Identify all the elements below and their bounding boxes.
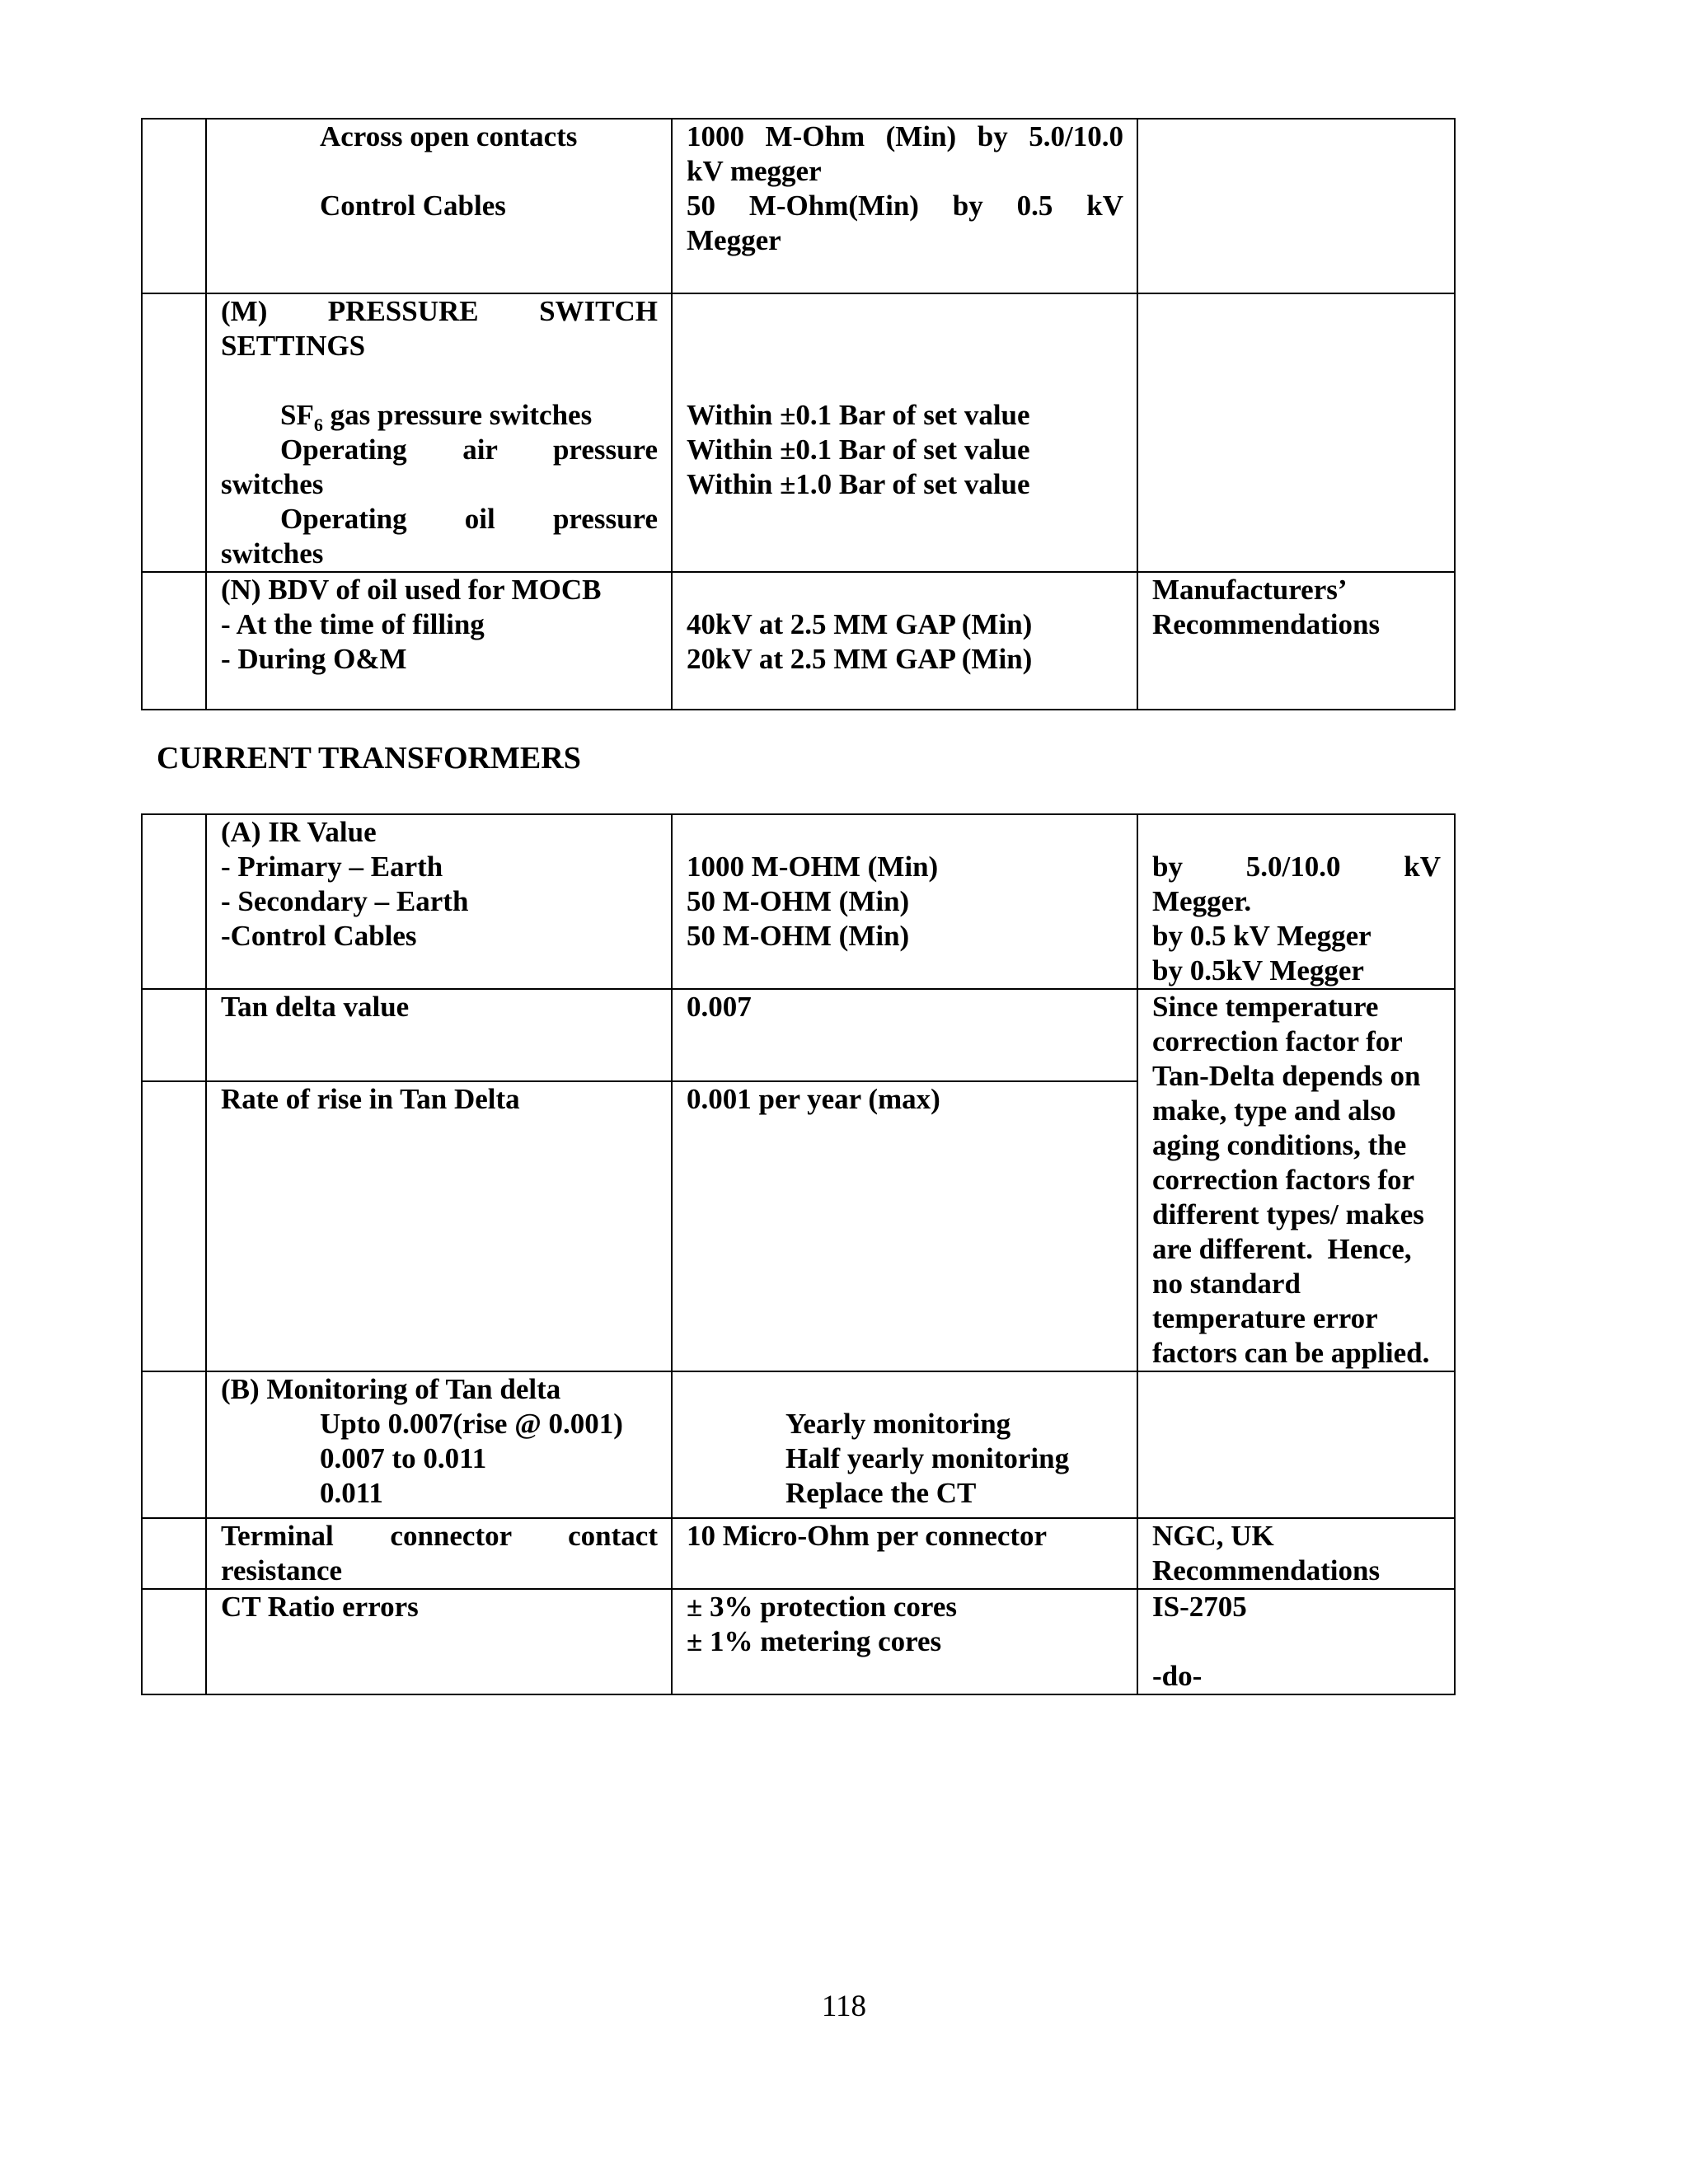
remark-line: Tan-Delta depends on — [1152, 1060, 1421, 1092]
value-line: Half yearly monitoring — [785, 1442, 1070, 1474]
remark-line: by 0.5kV Megger — [1152, 954, 1364, 987]
value-cell — [672, 814, 1137, 989]
serial-cell — [142, 293, 206, 572]
remark-line: no standard — [1152, 1268, 1301, 1300]
param-line: resistance — [221, 1554, 343, 1586]
value-cell — [672, 1589, 1137, 1694]
value-cell — [672, 1081, 1137, 1371]
value-line: Within ±0.1 Bar of set value — [687, 399, 1030, 431]
value-line: 0.001 per year (max) — [687, 1083, 940, 1116]
value-line: kV megger — [687, 155, 822, 187]
param-line: $SF_6$ gas pressure switches — [280, 399, 593, 435]
remark-cell-tan-delta — [1137, 989, 1455, 1371]
serial-cell — [142, 119, 206, 293]
table-row — [142, 572, 1455, 710]
serial-cell — [142, 1518, 206, 1589]
param-line: Operating oil pressure — [280, 503, 658, 535]
remark-line: NGC, UK — [1152, 1520, 1274, 1552]
serial-cell — [142, 814, 206, 989]
value-cell — [672, 119, 1137, 293]
parameter-cell — [206, 989, 672, 1081]
value-cell — [672, 1518, 1137, 1589]
param-line: 0.007 to 0.011 — [320, 1442, 487, 1474]
spec-table-current-transformers — [141, 813, 1456, 1695]
param-line: - Primary – Earth — [221, 851, 443, 883]
table-row — [142, 1371, 1455, 1518]
param-line: - At the time of filling — [221, 608, 485, 640]
value-line: ± 3% protection cores — [687, 1591, 957, 1623]
param-line: (B) Monitoring of Tan delta — [221, 1373, 561, 1405]
remark-line: are different. Hence, — [1152, 1233, 1412, 1265]
serial-cell — [142, 572, 206, 710]
value-line: 0.007 — [687, 991, 752, 1023]
remark-line: correction factor for — [1152, 1025, 1403, 1057]
serial-cell — [142, 1589, 206, 1694]
param-line: Operating air pressure — [280, 434, 658, 466]
remark-cell — [1137, 1371, 1455, 1518]
value-cell — [672, 1371, 1137, 1518]
remark-line: by 0.5 kV Megger — [1152, 920, 1372, 952]
value-line: Within ±1.0 Bar of set value — [687, 468, 1030, 500]
parameter-cell — [206, 1081, 672, 1371]
param-line: Across open contacts — [320, 120, 578, 152]
param-line: 0.011 — [320, 1477, 383, 1509]
remark-line: IS-2705 — [1152, 1591, 1247, 1623]
param-line: Control Cables — [320, 190, 506, 222]
remark-line: factors can be applied. — [1152, 1337, 1430, 1369]
parameter-cell — [206, 814, 672, 989]
remark-line: Megger. — [1152, 885, 1252, 917]
table-row — [142, 989, 1455, 1081]
value-cell — [672, 989, 1137, 1081]
remark-line: different types/ makes — [1152, 1198, 1424, 1230]
param-line: (N) BDV of oil used for MOCB — [221, 574, 602, 606]
value-line: 40kV at 2.5 MM GAP (Min) — [687, 608, 1033, 640]
table-row — [142, 119, 1455, 293]
parameter-cell — [206, 1371, 672, 1518]
param-line: switches — [221, 537, 324, 569]
param-line: Upto 0.007(rise @ 0.001) — [320, 1408, 623, 1440]
param-line: - During O&M — [221, 643, 407, 675]
value-line: Within ±0.1 Bar of set value — [687, 434, 1030, 466]
remark-cell — [1137, 814, 1455, 989]
table-row — [142, 814, 1455, 989]
parameter-cell — [206, 1518, 672, 1589]
value-line: 20kV at 2.5 MM GAP (Min) — [687, 643, 1033, 675]
remark-line: Recommendations — [1152, 1554, 1381, 1586]
param-line: - Secondary – Earth — [221, 885, 469, 917]
parameter-cell — [206, 119, 672, 293]
page-number: 118 — [821, 1990, 867, 2023]
section-m-heading: (M) PRESSURE SWITCH — [221, 295, 658, 327]
value-cell — [672, 572, 1137, 710]
param-line: Terminal connector contact — [221, 1520, 658, 1552]
value-line: 50 M-OHM (Min) — [687, 920, 910, 952]
param-line: Tan delta value — [221, 991, 410, 1023]
parameter-cell — [206, 293, 672, 572]
remark-cell — [1137, 572, 1455, 710]
value-line: 10 Micro-Ohm per connector — [687, 1520, 1048, 1552]
param-line: CT Ratio errors — [221, 1591, 419, 1623]
remark-line: temperature error — [1152, 1302, 1378, 1334]
section-heading: CURRENT TRANSFORMERS — [157, 741, 581, 776]
table-row — [142, 1518, 1455, 1589]
remark-line: correction factors for — [1152, 1164, 1415, 1196]
remark-line: Recommendations — [1152, 608, 1381, 640]
remark-cell — [1137, 1518, 1455, 1589]
parameter-cell — [206, 572, 672, 710]
serial-cell — [142, 1371, 206, 1518]
parameter-cell — [206, 1589, 672, 1694]
value-line: 50 M-OHM (Min) — [687, 885, 910, 917]
value-line: ± 1% metering cores — [687, 1625, 942, 1657]
remark-cell — [1137, 119, 1455, 293]
value-line: 50 M-Ohm(Min) by 0.5 kV — [687, 190, 1123, 222]
remark-line: make, type and also — [1152, 1094, 1396, 1127]
value-line: Replace the CT — [785, 1477, 977, 1509]
param-line: (A) IR Value — [221, 816, 377, 848]
table-row — [142, 1589, 1455, 1694]
remark-line: Manufacturers’ — [1152, 574, 1348, 606]
param-line: switches — [221, 468, 324, 500]
section-m-heading: SETTINGS — [221, 330, 366, 362]
remark-line: aging conditions, the — [1152, 1129, 1407, 1161]
value-line: Megger — [687, 224, 781, 256]
remark-line: -do- — [1152, 1660, 1203, 1692]
value-cell — [672, 293, 1137, 572]
remark-cell — [1137, 293, 1455, 572]
serial-cell — [142, 1081, 206, 1371]
remark-line: Since temperature — [1152, 991, 1379, 1023]
value-line: 1000 M-Ohm (Min) by 5.0/10.0 — [687, 120, 1123, 152]
value-line: Yearly monitoring — [785, 1408, 1011, 1440]
param-line: Rate of rise in Tan Delta — [221, 1083, 520, 1116]
remark-line: by 5.0/10.0 kV — [1152, 851, 1441, 883]
remark-cell — [1137, 1589, 1455, 1694]
value-line: 1000 M-OHM (Min) — [687, 851, 939, 883]
serial-cell — [142, 989, 206, 1081]
param-line: -Control Cables — [221, 920, 417, 952]
table-row — [142, 293, 1455, 572]
spec-table-breakers — [141, 118, 1456, 710]
